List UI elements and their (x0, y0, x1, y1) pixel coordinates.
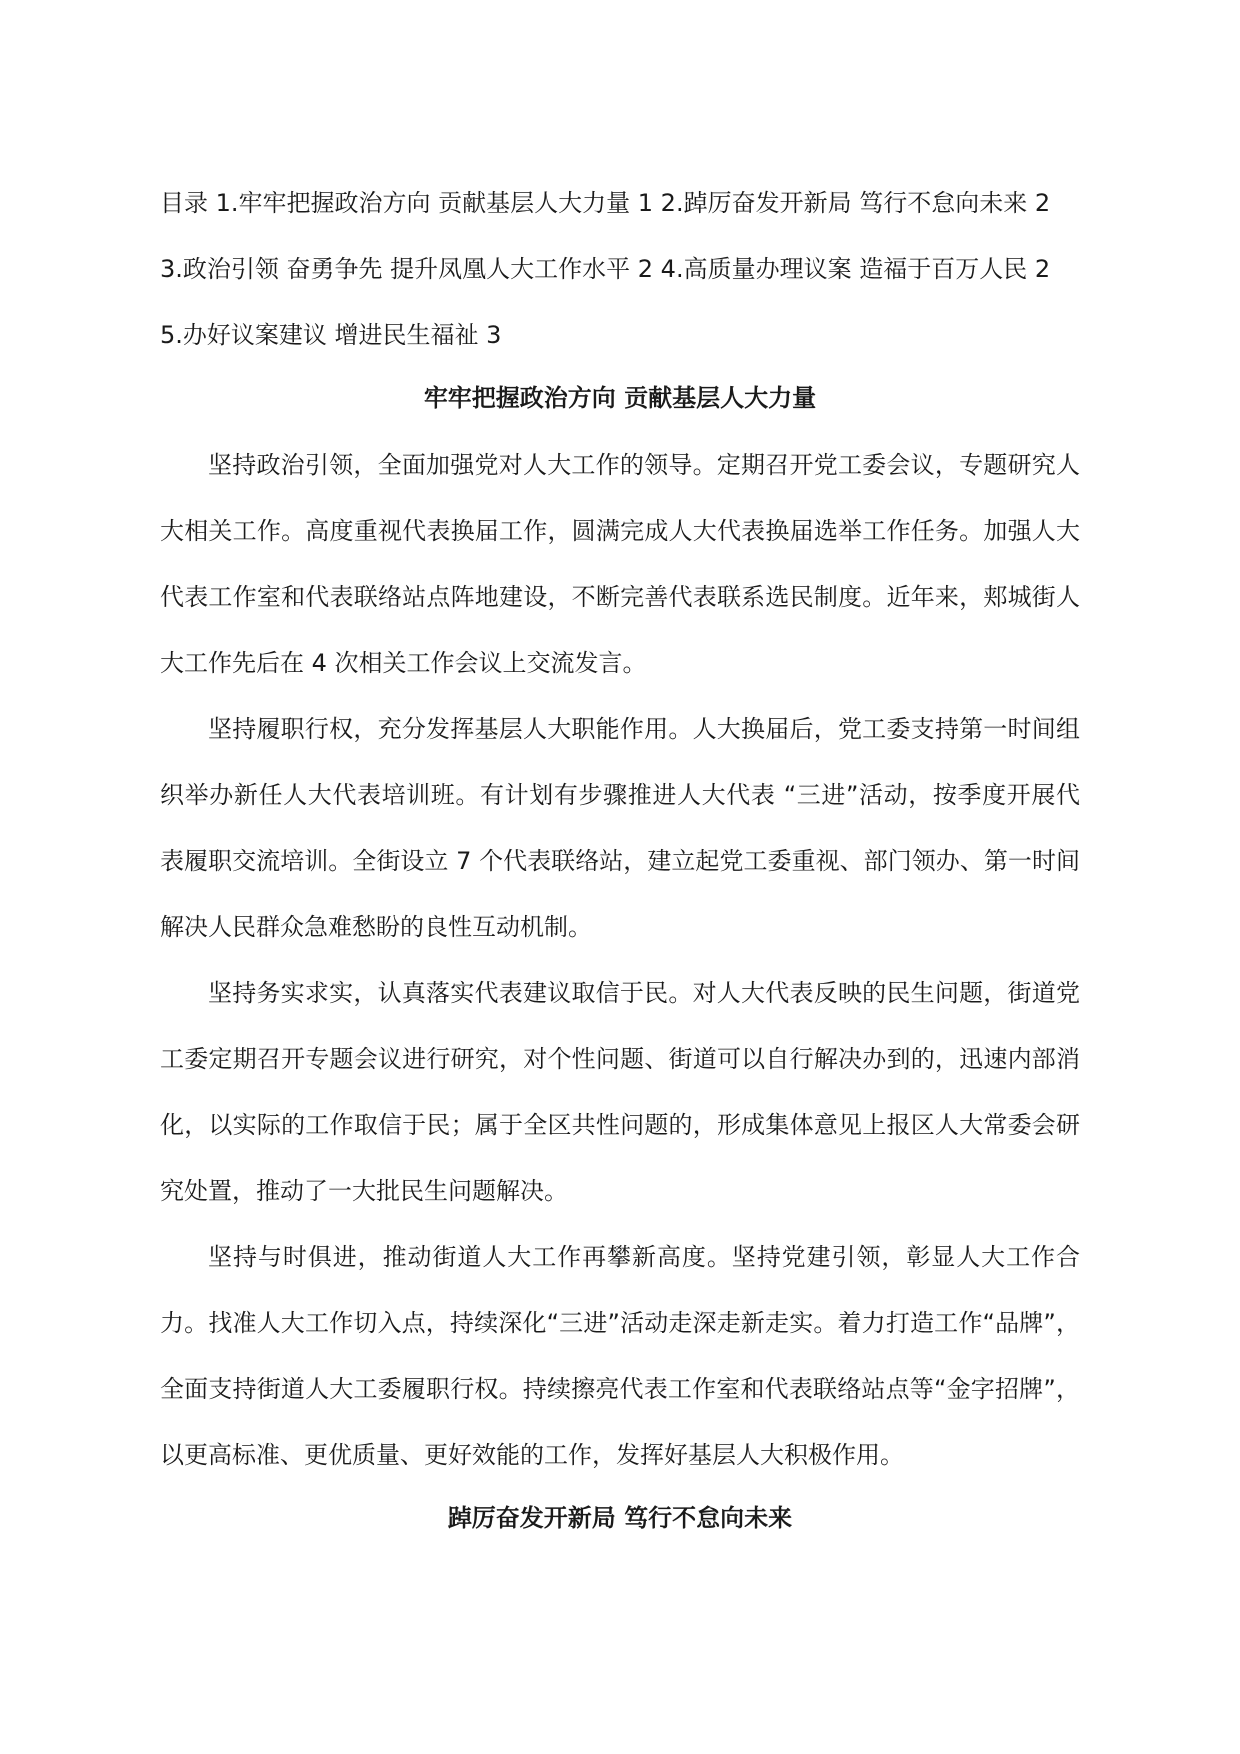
table-of-contents (160, 170, 1080, 368)
toc-line: 3.政治引领 奋勇争先 提升凤凰人大工作水平 2 4.高质量办理议案 造福于百万人民 2 (160, 255, 1051, 283)
toc-line: 5.办好议案建议 增进民生福祉 3 (160, 321, 502, 349)
body-paragraph: 坚持履职行权，充分发挥基层人大职能作用。人大换届后，党工委支持第一时间组织举办新任人大代表培训班。有计划有步骤推进人大代表 “三进”活动，按季度开展代表履职交流培训。全街设立 7 个代表联络站，建立起党工委重视、部门领办、第一时间解决人民群众急难愁盼的良性互动机制。 (160, 715, 1080, 941)
body-paragraph: 坚持务实求实，认真落实代表建议取信于民。对人大代表反映的民生问题，街道党工委定期召开专题会议进行研究，对个性问题、街道可以自行解决办到的，迅速内部消化，以实际的工作取信于民；属于全区共性问题的，形成集体意见上报区人大常委会研究处置，推动了一大批民生问题解决。 (160, 979, 1080, 1205)
body-paragraph: 坚持政治引领，全面加强党对人大工作的领导。定期召开党工委会议，专题研究人大相关工作。高度重视代表换届工作，圆满完成人大代表换届选举工作任务。加强人大代表工作室和代表联络站点阵地建设，不断完善代表联系选民制度。近年来，郏城街人大工作先后在 4 次相关工作会议上交流发言。 (160, 451, 1080, 677)
body-paragraph: 坚持与时俱进，推动街道人大工作再攀新高度。坚持党建引领，彰显人大工作合力。找准人大工作切入点，持续深化“三进”活动走深走新走实。着力打造工作“品牌”，全面支持街道人大工委履职行权。持续擦亮代表工作室和代表联络站点等“金字招牌”，以更高标准、更优质量、更好效能的工作，发挥好基层人大积极作用。 (160, 1243, 1080, 1469)
section-title: 牢牢把握政治方向 贡献基层人大力量 (423, 384, 817, 412)
toc-line: 目录 1.牢牢把握政治方向 贡献基层人大力量 1 2.踔厉奋发开新局 笃行不怠向未来 2 (160, 189, 1051, 217)
section-title: 踔厉奋发开新局 笃行不怠向未来 (447, 1504, 793, 1532)
